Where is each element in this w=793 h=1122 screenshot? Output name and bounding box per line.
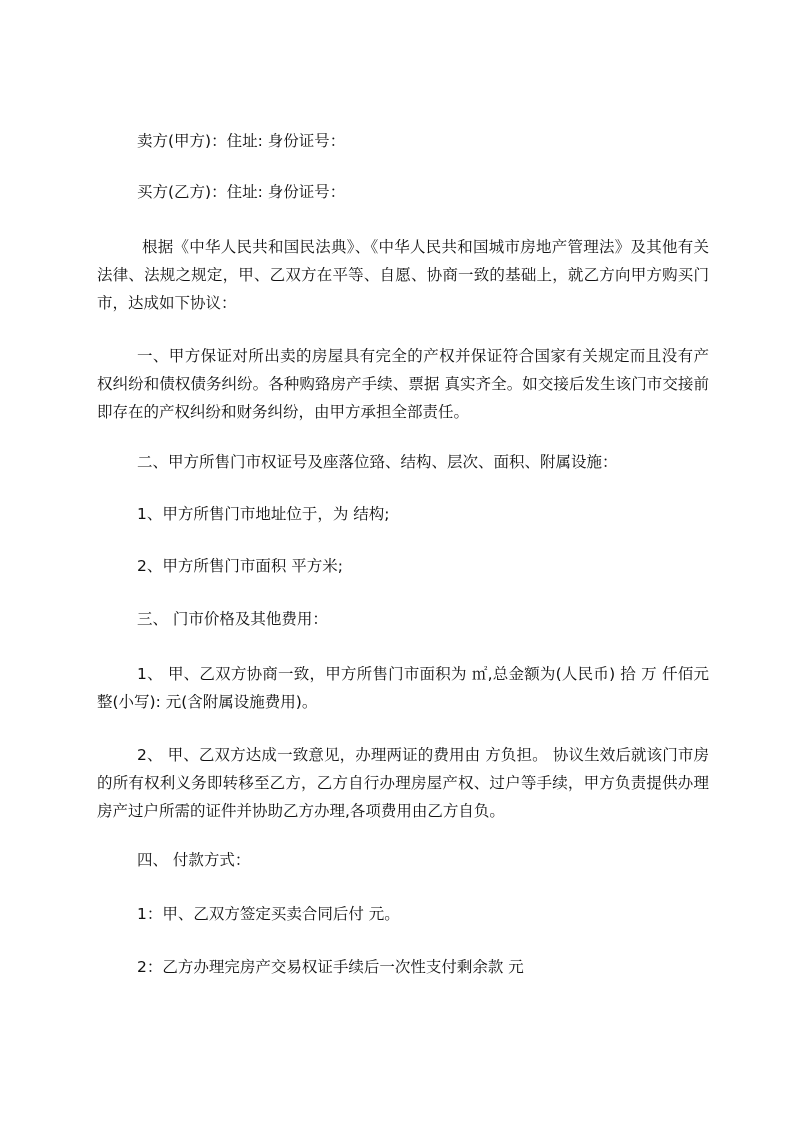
- section-3-title: 三、 门市价格及其他费用：: [137, 610, 328, 628]
- section-4-item-1: 1：甲、乙双方签定买卖合同后付 元。: [137, 905, 400, 923]
- section-4-title: 四、 付款方式：: [137, 851, 251, 869]
- section-2-item-2: 2、甲方所售门市面积 平方米;: [137, 557, 344, 575]
- seller-line: 卖方(甲方)：住址: 身份证号：: [137, 132, 346, 150]
- section-4-item-2: 2：乙方办理完房产交易权证手续后一次性支付剩余款 元: [137, 958, 524, 976]
- buyer-line: 买方(乙方)：住址: 身份证号：: [137, 183, 346, 201]
- section-3-item-1: 1、 甲、乙双方协商一致，甲方所售门市面积为 ㎡,总金额为(人民币) 拾 万 仟佰元整(小写): 元(含附属设施费用)。: [97, 665, 709, 711]
- section-2-title: 二、甲方所售门市权证号及座落位臵、结构、层次、面积、附属设施：: [137, 453, 618, 471]
- preamble-paragraph: 根据《中华人民共和国民法典》、《中华人民共和国城市房地产管理法》及其他有关法律、法规之规定，甲、乙双方在平等、自愿、协商一致的基础上，就乙方向甲方购买门市，达成如下协议：: [97, 238, 709, 312]
- section-3-item-2: 2、 甲、乙双方达成一致意见，办理两证的费用由 方负担。 协议生效后就该门市房的所有权利义务即转移至乙方，乙方自行办理房屋产权、过户等手续，甲方负责提供办理房产过户所需的证件并协助乙方办理,各项费用由乙方自负。: [97, 746, 709, 820]
- section-2-item-1: 1、甲方所售门市地址位于，为 结构;: [137, 505, 390, 523]
- section-1-paragraph: 一、甲方保证对所出卖的房屋具有完全的产权并保证符合国家有关规定而且没有产权纠纷和债权债务纠纷。各种购臵房产手续、票据 真实齐全。如交接后发生该门市交接前即存在的产权纠纷和财务纠纷，由甲方承担全部责任。: [97, 347, 709, 421]
